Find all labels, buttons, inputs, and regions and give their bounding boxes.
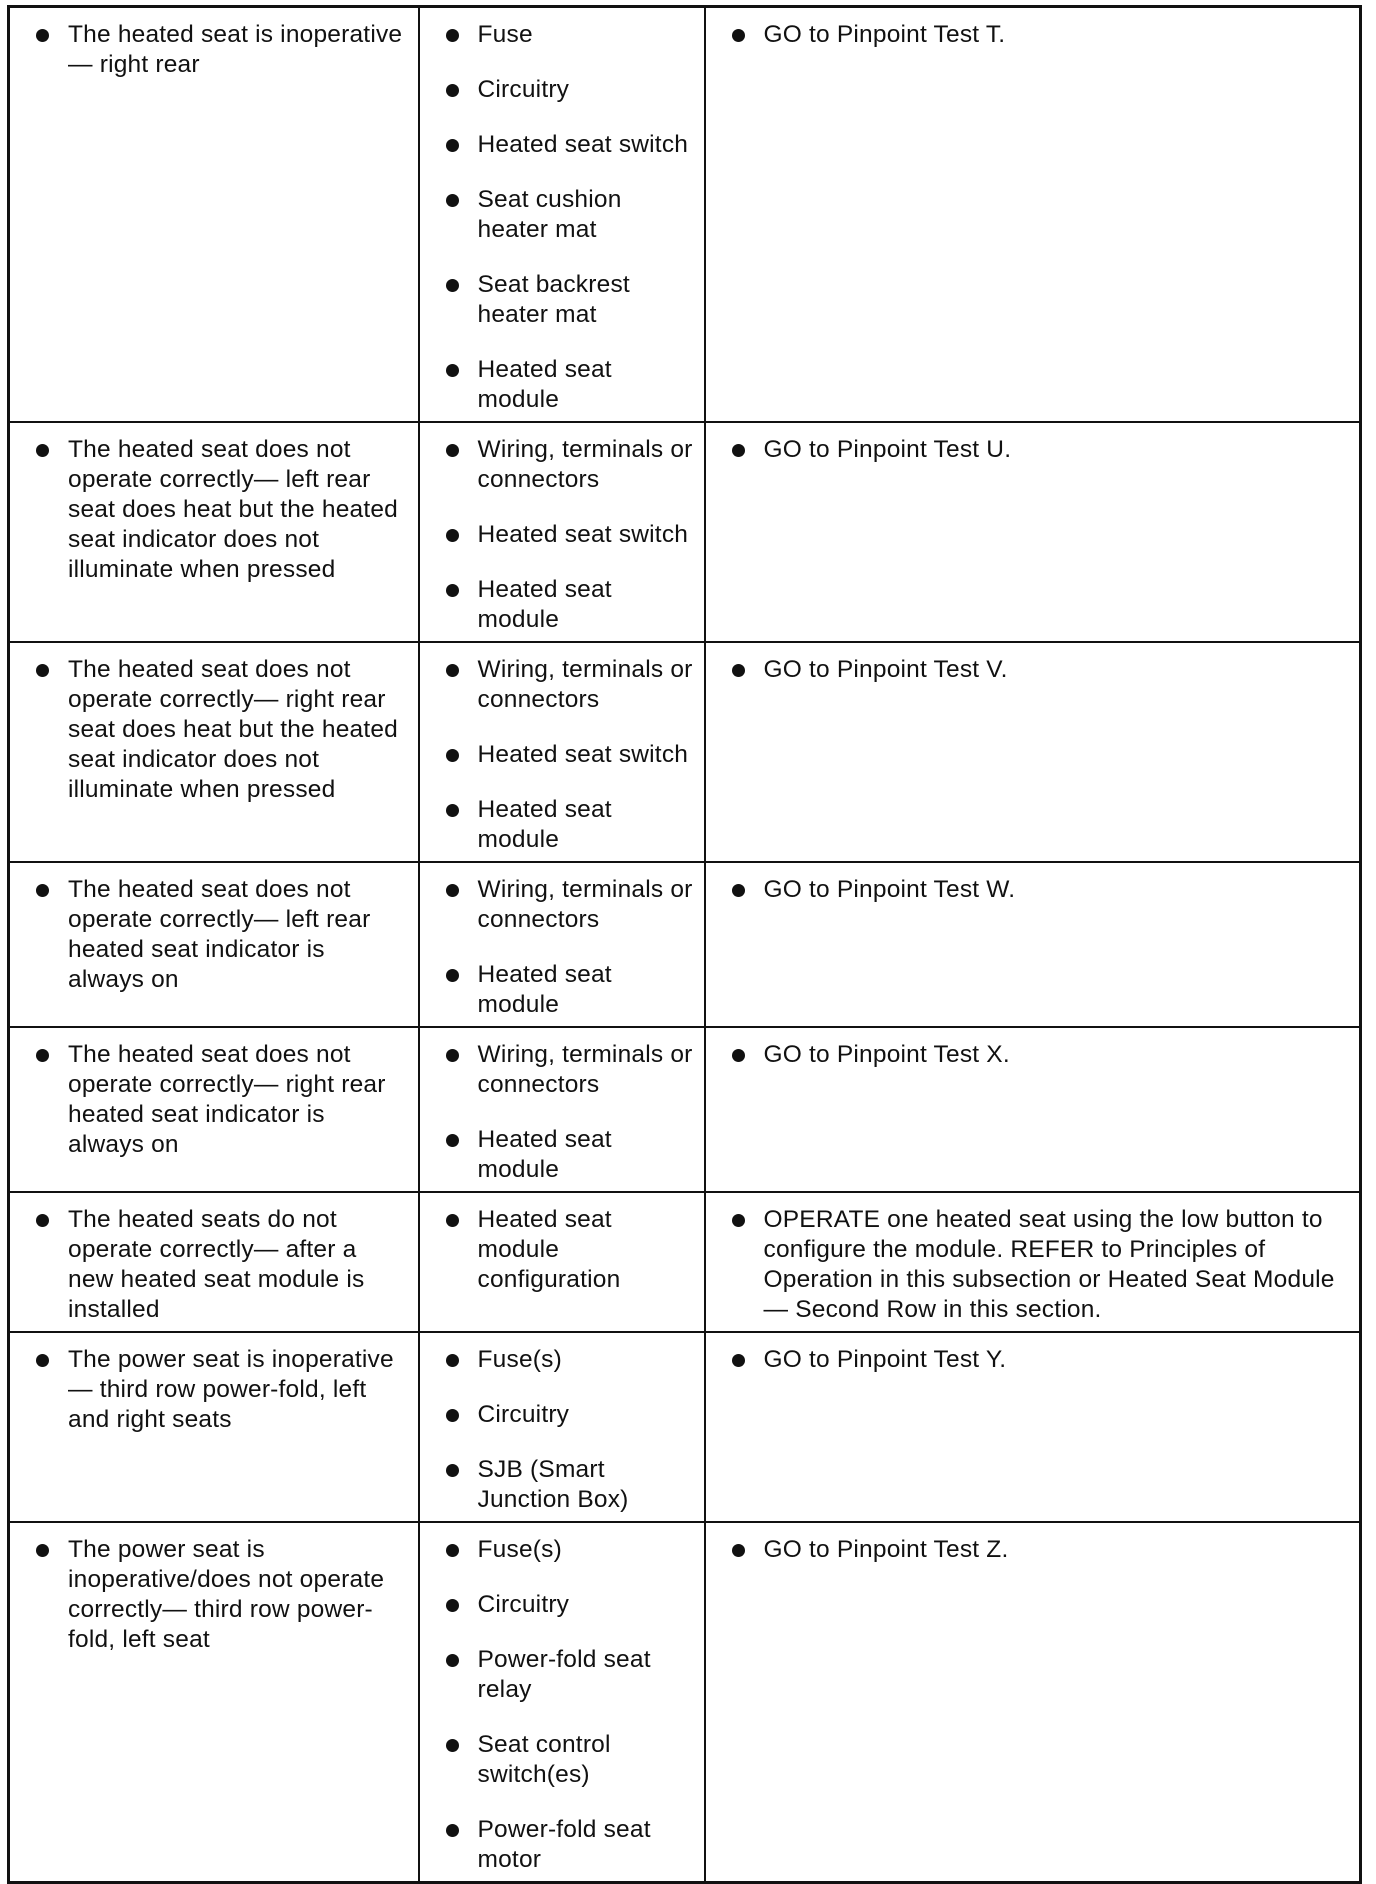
source-text: Heated seat module (477, 1126, 612, 1183)
table-row (9, 7, 1361, 423)
bullet-icon (36, 29, 49, 42)
condition-item (36, 1345, 408, 1435)
condition-text: The heated seats do not operate correctly— after a new heated seat module is installed (68, 1206, 365, 1323)
source-item (446, 575, 694, 635)
table-row (9, 642, 1361, 862)
bullet-icon (36, 1214, 49, 1227)
condition-cell (9, 862, 419, 1027)
condition-text: The heated seat does not operate correctly— left rear seat does heat but the heated seat indicator does not illuminate when pressed (68, 436, 399, 583)
source-text: Seat cushion heater mat (477, 186, 622, 243)
bullet-icon (446, 804, 459, 817)
bullet-icon (446, 1464, 459, 1477)
source-text: Heated seat module (477, 796, 612, 853)
condition-item (36, 655, 408, 805)
action-text: GO to Pinpoint Test U. (763, 436, 1012, 463)
source-text: Circuitry (477, 1591, 570, 1618)
bullet-icon (446, 194, 459, 207)
condition-cell (9, 1522, 419, 1883)
condition-item (36, 1535, 408, 1655)
source-text: Power-fold seat motor (477, 1816, 651, 1873)
bullet-icon (446, 29, 459, 42)
source-text: Circuitry (477, 76, 570, 103)
table-row (9, 422, 1361, 642)
bullet-icon (36, 1049, 49, 1062)
bullet-icon (446, 1739, 459, 1752)
source-item (446, 1535, 694, 1565)
possible-source-cell (419, 1522, 705, 1883)
source-item (446, 185, 694, 245)
bullet-icon (446, 1134, 459, 1147)
source-item (446, 1040, 694, 1100)
source-item (446, 1345, 694, 1375)
bullet-icon (446, 279, 459, 292)
bullet-icon (36, 444, 49, 457)
bullet-icon (732, 1354, 745, 1367)
bullet-icon (446, 1214, 459, 1227)
condition-item (36, 1040, 408, 1160)
action-text: GO to Pinpoint Test W. (763, 876, 1016, 903)
condition-text: The heated seat does not operate correctly— right rear seat does heat but the heated seat indicator does not illuminate when pressed (68, 656, 399, 803)
table-row (9, 1192, 1361, 1332)
bullet-icon (732, 1214, 745, 1227)
condition-cell (9, 1192, 419, 1332)
source-item (446, 1125, 694, 1185)
action-text: GO to Pinpoint Test Z. (763, 1536, 1009, 1563)
source-text: Power-fold seat relay (477, 1646, 651, 1703)
source-item (446, 270, 694, 330)
source-item (446, 875, 694, 935)
source-item (446, 1645, 694, 1705)
bullet-icon (732, 29, 745, 42)
action-cell (705, 1027, 1361, 1192)
source-item (446, 1400, 694, 1430)
possible-source-cell (419, 1192, 705, 1332)
source-text: Seat control switch(es) (477, 1731, 611, 1788)
possible-source-cell (419, 1027, 705, 1192)
bullet-icon (446, 1824, 459, 1837)
condition-text: The heated seat does not operate correctly— right rear heated seat indicator is always on (68, 1041, 386, 1158)
condition-cell (9, 422, 419, 642)
source-text: Fuse(s) (477, 1536, 562, 1563)
bullet-icon (446, 1049, 459, 1062)
source-text: Fuse (477, 21, 533, 48)
bullet-icon (446, 84, 459, 97)
source-item (446, 655, 694, 715)
possible-source-cell (419, 1332, 705, 1522)
source-text: Seat backrest heater mat (477, 271, 630, 328)
action-cell (705, 1192, 1361, 1332)
bullet-icon (36, 884, 49, 897)
bullet-icon (446, 749, 459, 762)
source-text: Wiring, terminals or connectors (477, 1041, 693, 1098)
condition-text: The power seat is inoperative/does not operate correctly— third row power-fold, left seat (68, 1536, 385, 1653)
source-item (446, 75, 694, 105)
bullet-icon (36, 1544, 49, 1557)
condition-text: The power seat is inoperative— third row power-fold, left and right seats (68, 1346, 394, 1433)
condition-cell (9, 642, 419, 862)
possible-source-cell (419, 422, 705, 642)
condition-cell (9, 7, 419, 423)
table-row (9, 1522, 1361, 1883)
action-cell (705, 7, 1361, 423)
source-item (446, 1815, 694, 1875)
source-text: Heated seat module (477, 576, 612, 633)
source-item (446, 1205, 694, 1295)
condition-item (36, 20, 408, 80)
source-text: Heated seat module (477, 356, 612, 413)
action-item (732, 655, 1350, 685)
source-item (446, 355, 694, 415)
action-item (732, 1040, 1350, 1070)
action-item (732, 1205, 1350, 1325)
bullet-icon (446, 529, 459, 542)
action-item (732, 20, 1350, 50)
action-cell (705, 422, 1361, 642)
source-text: Heated seat switch (477, 521, 689, 548)
action-cell (705, 1522, 1361, 1883)
source-item (446, 795, 694, 855)
source-text: Wiring, terminals or connectors (477, 656, 693, 713)
source-text: Circuitry (477, 1401, 570, 1428)
bullet-icon (446, 1354, 459, 1367)
source-item (446, 960, 694, 1020)
source-item (446, 435, 694, 495)
bullet-icon (446, 1409, 459, 1422)
action-text: GO to Pinpoint Test Y. (763, 1346, 1007, 1373)
bullet-icon (732, 444, 745, 457)
bullet-icon (446, 664, 459, 677)
condition-item (36, 435, 408, 585)
action-text: GO to Pinpoint Test X. (763, 1041, 1010, 1068)
action-text: GO to Pinpoint Test T. (763, 21, 1006, 48)
source-item (446, 520, 694, 550)
source-text: Fuse(s) (477, 1346, 562, 1373)
source-item (446, 130, 694, 160)
source-text: Heated seat switch (477, 131, 689, 158)
source-text: Heated seat module (477, 961, 612, 1018)
action-text: OPERATE one heated seat using the low button to configure the module. REFER to Principles of Operation in this subsection or Heated Seat Module— Second Row in this section. (763, 1206, 1335, 1323)
condition-text: The heated seat is inoperative— right rear (68, 21, 403, 78)
action-cell (705, 862, 1361, 1027)
source-text: Wiring, terminals or connectors (477, 436, 693, 493)
possible-source-cell (419, 862, 705, 1027)
action-item (732, 875, 1350, 905)
bullet-icon (446, 1654, 459, 1667)
bullet-icon (446, 969, 459, 982)
action-item (732, 435, 1350, 465)
bullet-icon (732, 664, 745, 677)
source-item (446, 1730, 694, 1790)
source-item (446, 20, 694, 50)
symptom-chart-body (9, 7, 1361, 1883)
source-text: SJB (Smart Junction Box) (477, 1456, 629, 1513)
possible-source-cell (419, 642, 705, 862)
action-item (732, 1535, 1350, 1565)
source-item (446, 1590, 694, 1620)
condition-item (36, 1205, 408, 1325)
bullet-icon (446, 364, 459, 377)
possible-source-cell (419, 7, 705, 423)
bullet-icon (446, 884, 459, 897)
source-text: Heated seat module configuration (477, 1206, 621, 1293)
table-row (9, 1027, 1361, 1192)
action-text: GO to Pinpoint Test V. (763, 656, 1008, 683)
bullet-icon (446, 1544, 459, 1557)
bullet-icon (446, 139, 459, 152)
bullet-icon (732, 1544, 745, 1557)
source-text: Heated seat switch (477, 741, 689, 768)
symptom-chart-table (7, 5, 1362, 1884)
source-item (446, 1455, 694, 1515)
condition-cell (9, 1332, 419, 1522)
bullet-icon (732, 884, 745, 897)
condition-item (36, 875, 408, 995)
bullet-icon (36, 1354, 49, 1367)
source-item (446, 740, 694, 770)
bullet-icon (732, 1049, 745, 1062)
condition-cell (9, 1027, 419, 1192)
bullet-icon (446, 444, 459, 457)
bullet-icon (36, 664, 49, 677)
bullet-icon (446, 1599, 459, 1612)
source-text: Wiring, terminals or connectors (477, 876, 693, 933)
action-item (732, 1345, 1350, 1375)
action-cell (705, 642, 1361, 862)
table-row (9, 862, 1361, 1027)
condition-text: The heated seat does not operate correctly— left rear heated seat indicator is always on (68, 876, 371, 993)
bullet-icon (446, 584, 459, 597)
table-row (9, 1332, 1361, 1522)
action-cell (705, 1332, 1361, 1522)
